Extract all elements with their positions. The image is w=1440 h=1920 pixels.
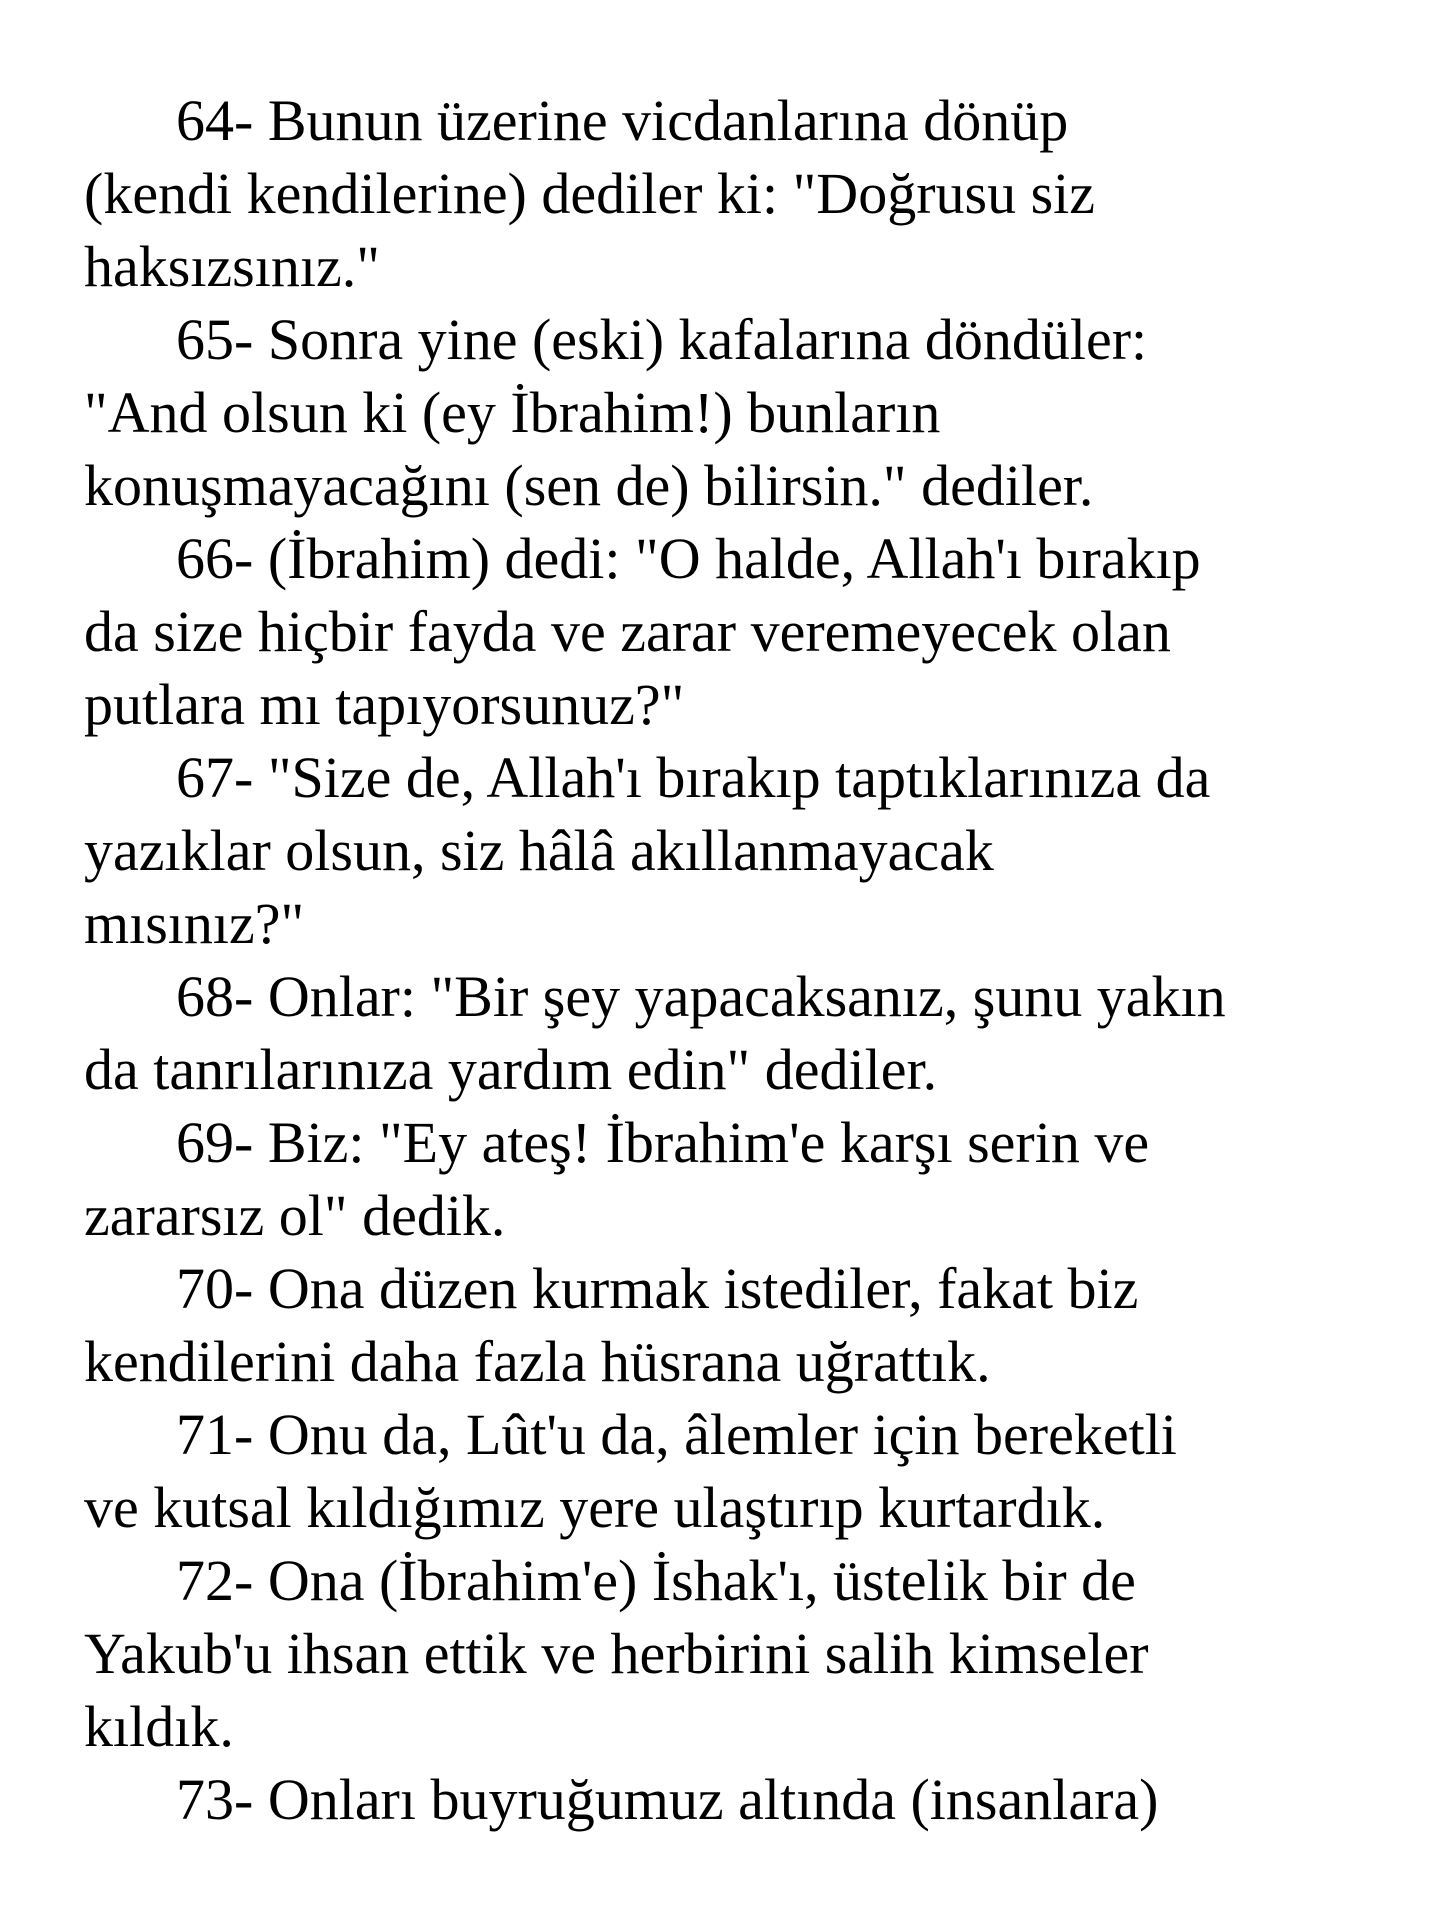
verse-65: 65- Sonra yine (eski) kafalarına döndüler: "And olsun ki (ey İbrahim!) bunların konuşmayacağını (sen de) bilirsin." dediler. xyxy=(84,307,1148,518)
verse-72: 72- Ona (İbrahim'e) İshak'ı, üstelik bir de Yakub'u ihsan ettik ve herbirini salih kimseler kıldık. xyxy=(84,1548,1149,1759)
verse-66: 66- (İbrahim) dedi: "O halde, Allah'ı bırakıp da size hiçbir fayda ve zarar veremeyecek olan putlara mı tapıyorsunuz?" xyxy=(84,526,1201,737)
verse-64: 64- Bunun üzerine vicdanlarına dönüp (kendi kendilerine) dediler ki: "Doğrusu siz haksızsınız." xyxy=(84,88,1096,299)
verse-71: 71- Onu da, Lût'u da, âlemler için bereketli ve kutsal kıldığımız yere ulaştırıp kurtardık. xyxy=(84,1402,1177,1540)
verse-69: 69- Biz: "Ey ateş! İbrahim'e karşı serin ve zararsız ol" dedik. xyxy=(84,1110,1150,1248)
document-page xyxy=(84,84,1404,1836)
verse-68: 68- Onlar: "Bir şey yapacaksanız, şunu yakın da tanrılarınıza yardım edin" dediler. xyxy=(84,964,1226,1102)
verse-70: 70- Ona düzen kurmak istediler, fakat biz kendilerini daha fazla hüsrana uğrattık. xyxy=(84,1256,1139,1394)
verse-67: 67- "Size de, Allah'ı bırakıp taptıklarınıza da yazıklar olsun, siz hâlâ akıllanmayacak mısınız?" xyxy=(84,745,1211,956)
verse-73: 73- Onları buyruğumuz altında (insanlara) xyxy=(176,1767,1159,1832)
